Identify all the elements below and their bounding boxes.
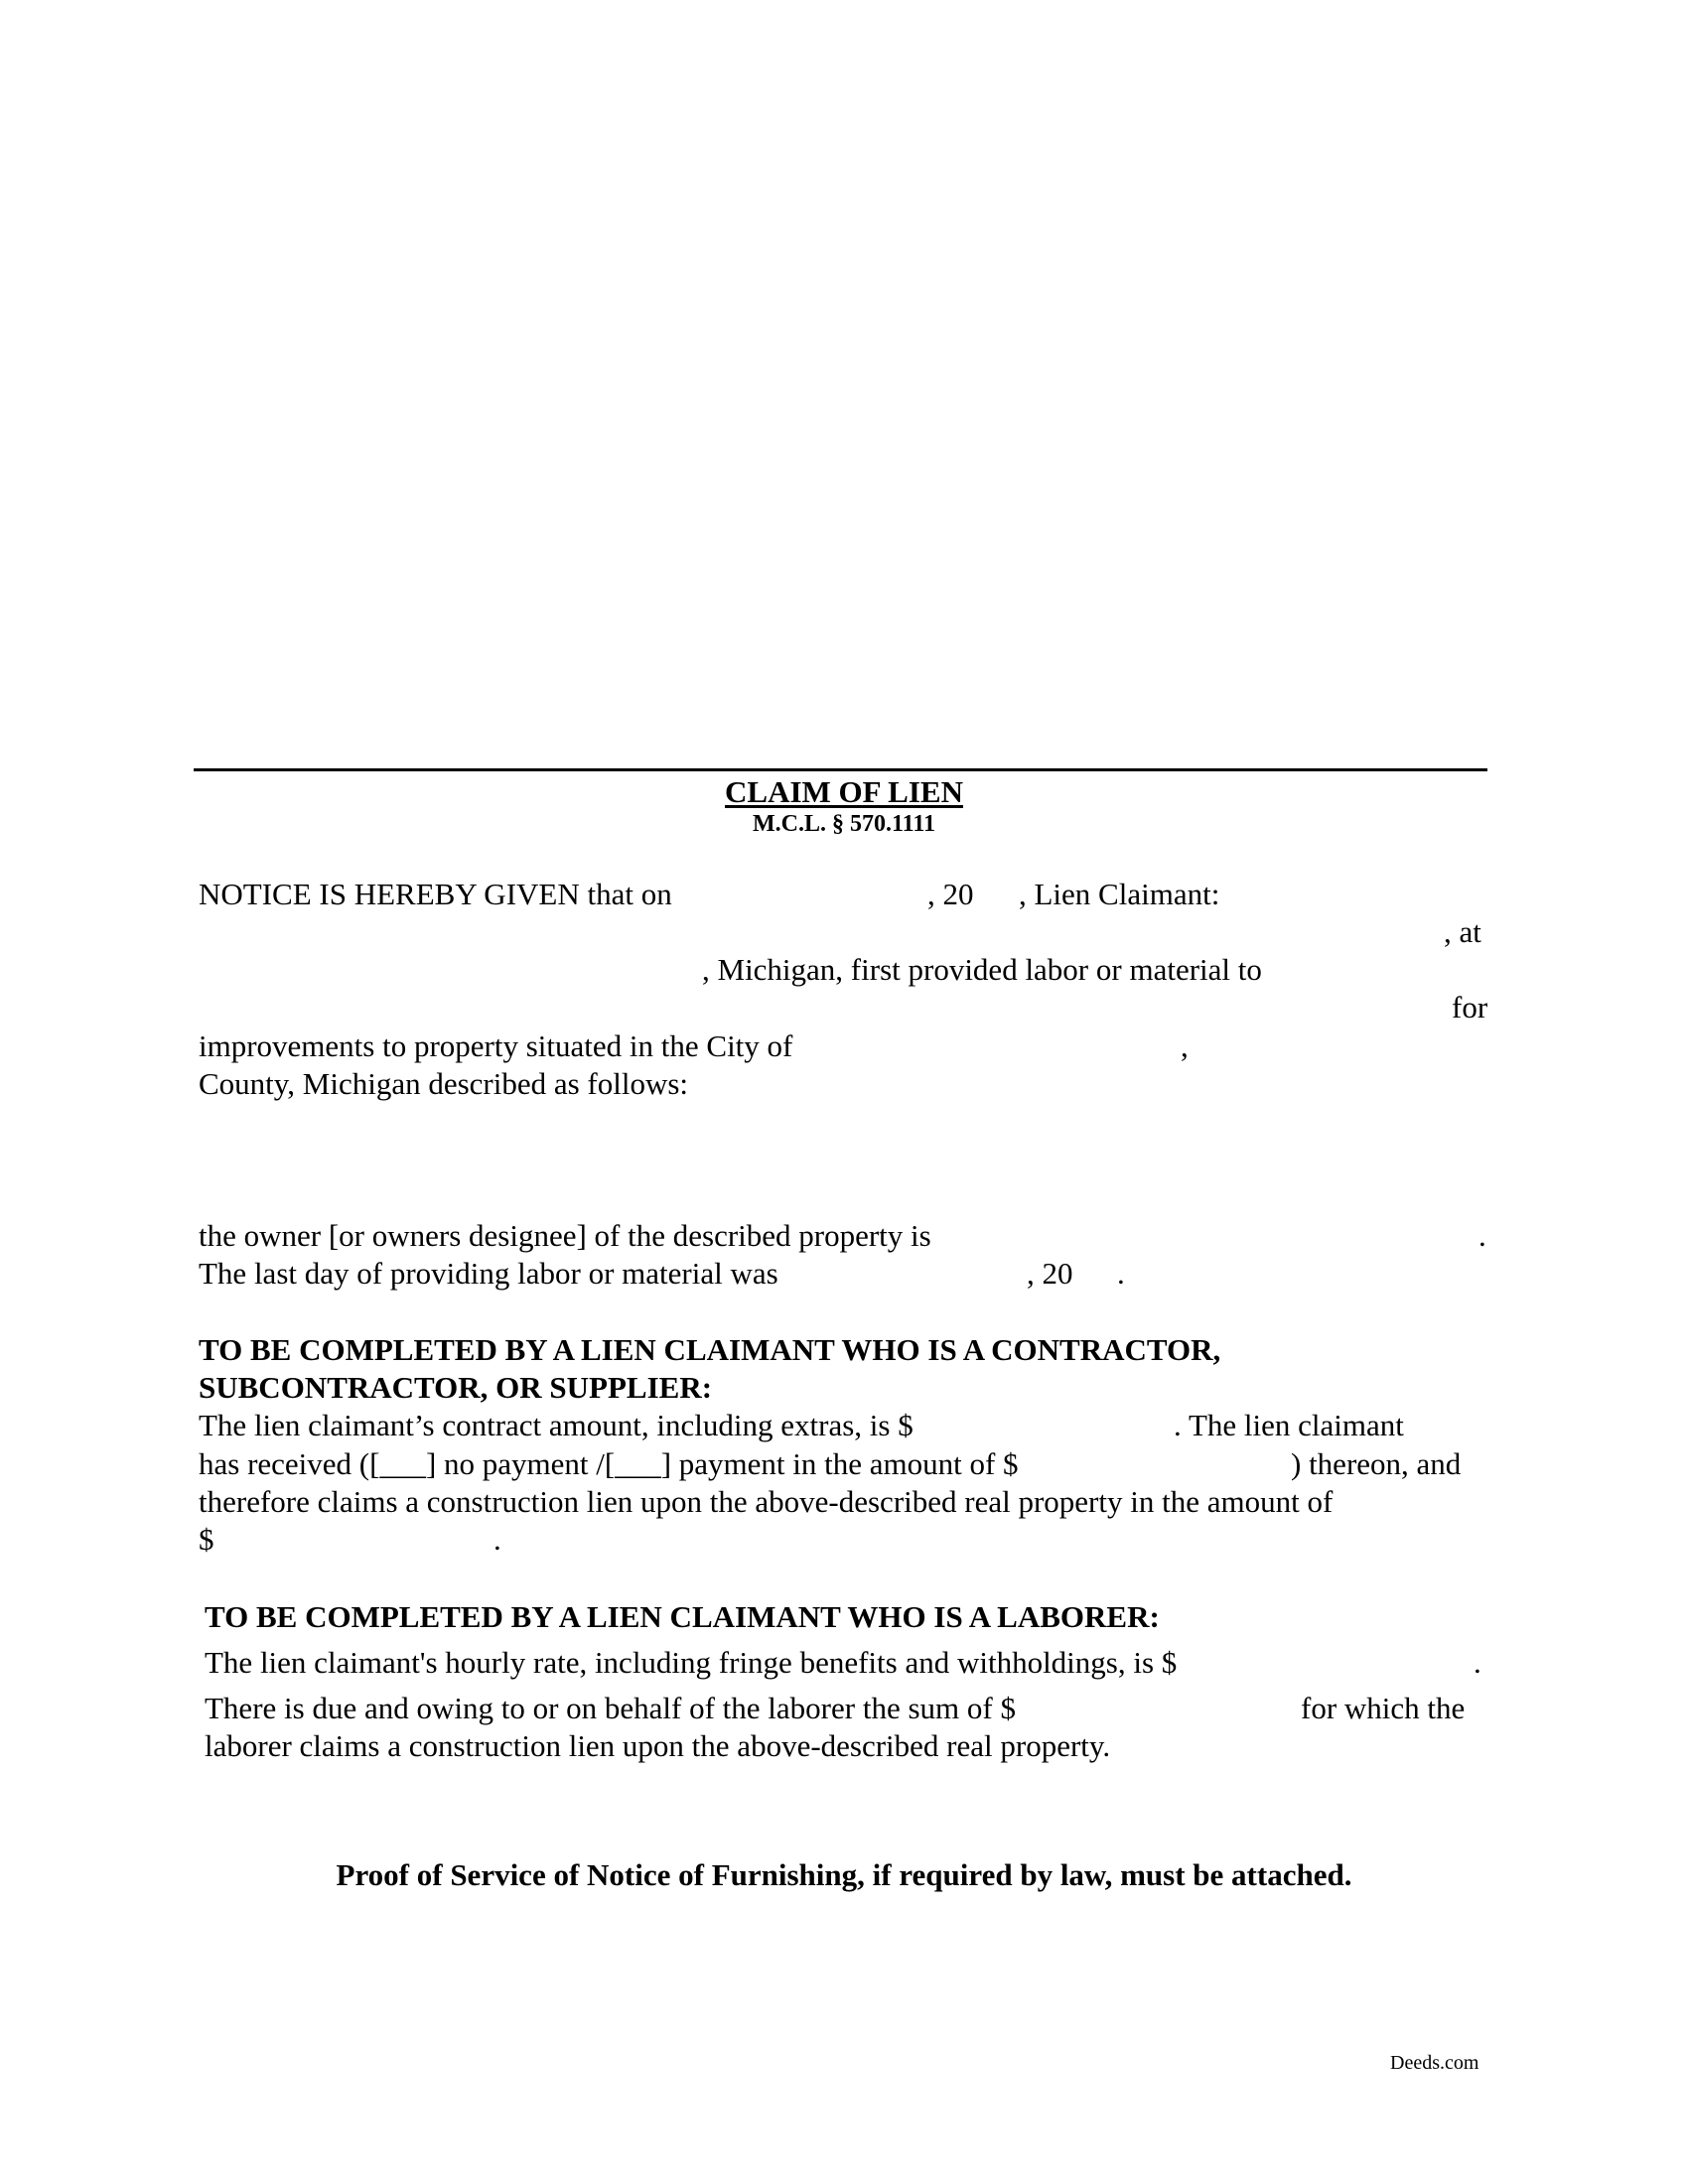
statute-reference: M.C.L. § 570.1111 — [752, 811, 936, 837]
laborer-line3-text: laborer claims a construction lien upon the above-described real property. — [205, 1728, 1111, 1763]
laborer-heading: TO BE COMPLETED BY A LIEN CLAIMANT WHO IS A LABORER: — [205, 1599, 1160, 1634]
owner-line2-period: . — [1117, 1256, 1125, 1291]
contractor-heading-line1: TO BE COMPLETED BY A LIEN CLAIMANT WHO IS A CONTRACTOR, — [199, 1332, 1221, 1367]
laborer-line2-tail: for which the — [1301, 1691, 1466, 1725]
notice-line1-text: NOTICE IS HEREBY GIVEN that on — [199, 877, 672, 911]
contractor-line4-dollar: $ — [199, 1522, 214, 1557]
contractor-line2-text: has received ([___] no payment /[___] payment in the amount of $ — [199, 1446, 1019, 1481]
notice-line2-at: , at — [1444, 914, 1481, 949]
owner-line1-text: the owner [or owners designee] of the described property is — [199, 1218, 931, 1253]
footer-brand: Deeds.com — [1390, 2052, 1479, 2074]
top-rule — [194, 768, 1487, 771]
notice-line3-text: , Michigan, first provided labor or material to — [702, 952, 1262, 987]
notice-line1-claimant: , Lien Claimant: — [1019, 877, 1220, 911]
notice-line6-text: County, Michigan described as follows: — [199, 1066, 689, 1101]
contractor-line1-tail: . The lien claimant — [1174, 1408, 1404, 1442]
contractor-heading-line2: SUBCONTRACTOR, OR SUPPLIER: — [199, 1370, 713, 1405]
document-title: CLAIM OF LIEN — [725, 774, 963, 809]
notice-line1-year: , 20 — [927, 877, 974, 911]
contractor-line4-period: . — [493, 1522, 501, 1557]
owner-line2-year: , 20 — [1027, 1256, 1073, 1291]
owner-line1-period: . — [1478, 1218, 1486, 1253]
owner-line2-text: The last day of providing labor or material was — [199, 1256, 778, 1291]
contractor-line1-text: The lien claimant’s contract amount, including extras, is $ — [199, 1408, 914, 1442]
notice-line5-comma: , — [1181, 1028, 1189, 1063]
laborer-line1-text: The lien claimant's hourly rate, including fringe benefits and withholdings, is $ — [205, 1645, 1178, 1680]
contractor-line3-text: therefore claims a construction lien upon the above-described real property in the amount of — [199, 1484, 1334, 1519]
laborer-line2-text: There is due and owing to or on behalf of the laborer the sum of $ — [205, 1691, 1016, 1725]
contractor-line2-tail: ) thereon, and — [1291, 1446, 1462, 1481]
laborer-line1-period: . — [1474, 1645, 1481, 1680]
notice-line4-for: for — [1452, 990, 1488, 1024]
notice-line5-text: improvements to property situated in the City of — [199, 1028, 793, 1063]
proof-of-service-notice: Proof of Service of Notice of Furnishing, if required by law, must be attached. — [336, 1857, 1352, 1892]
